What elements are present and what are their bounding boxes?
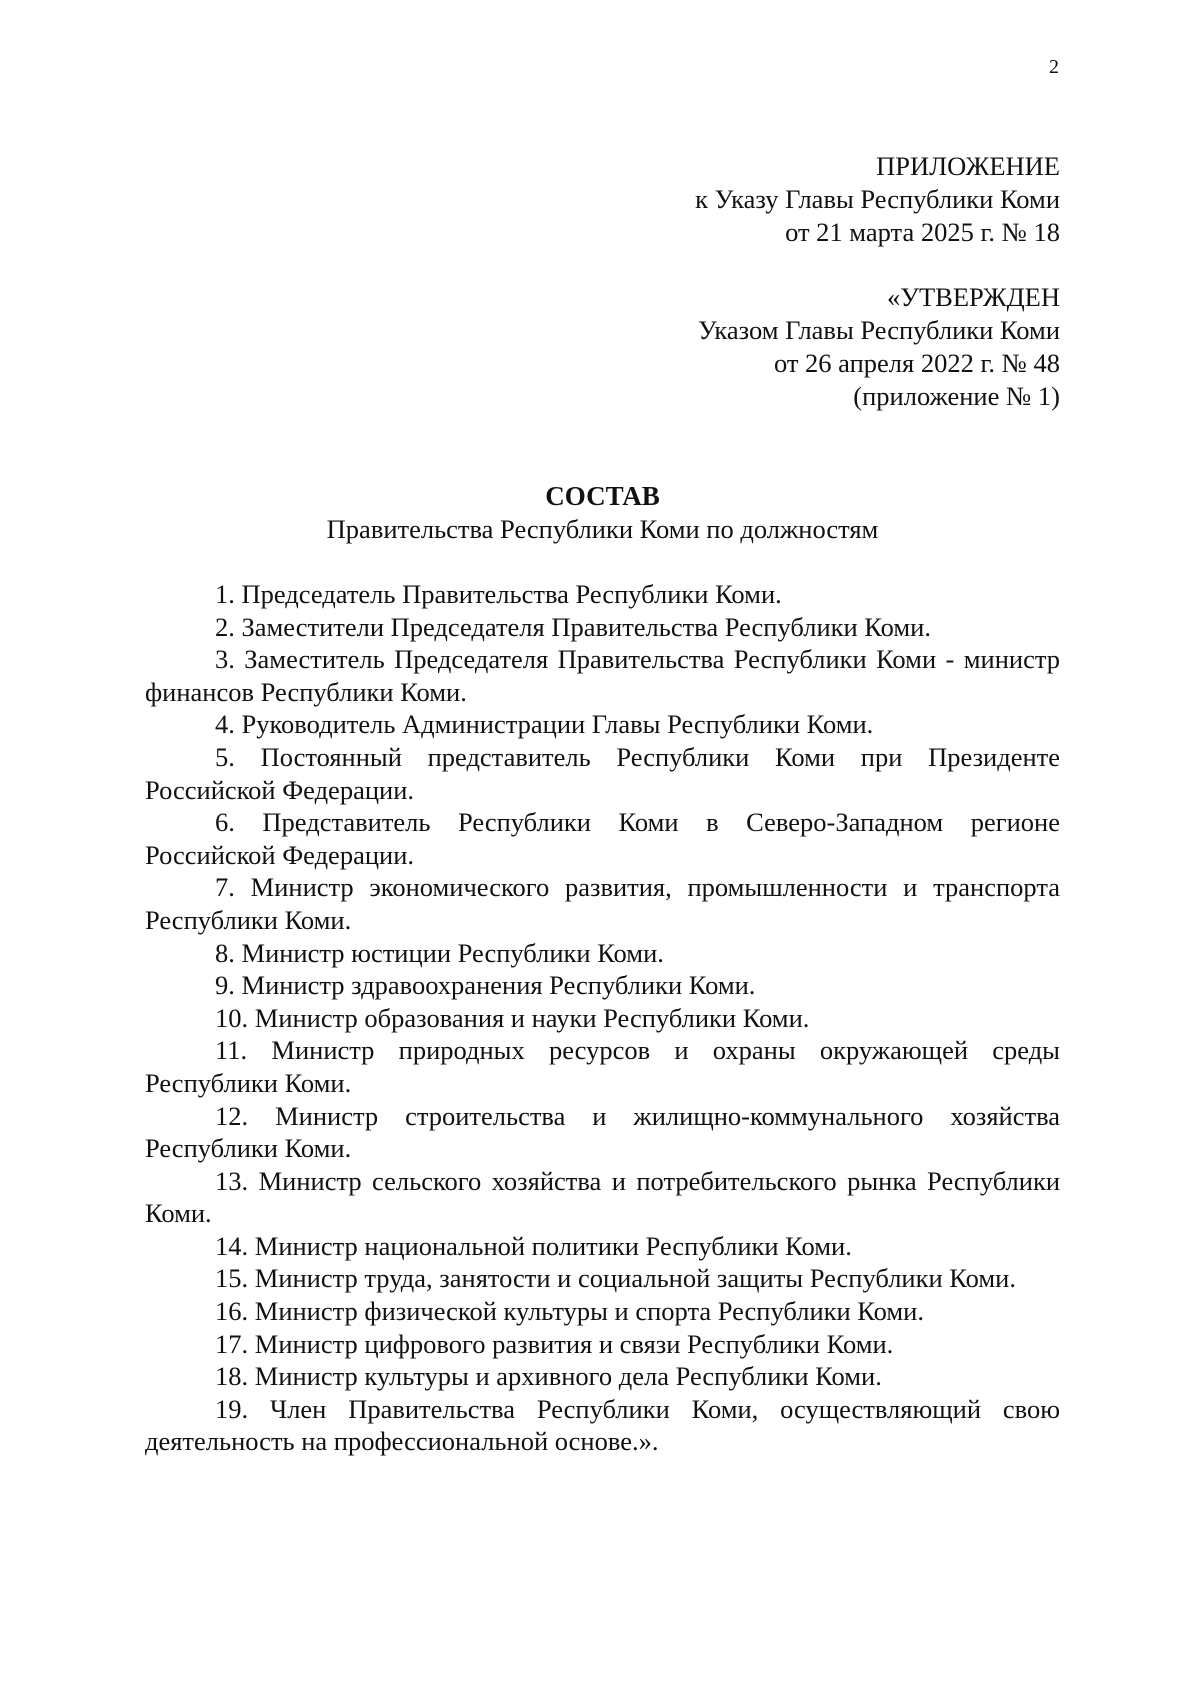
list-item: 1. Председатель Правительства Республики Коми. — [215, 579, 782, 609]
approval-line: «УТВЕРЖДЕН — [886, 282, 1060, 312]
annex-header — [695, 150, 1060, 249]
list-item: 17. Министр цифрового развития и связи Республики Коми. — [215, 1328, 894, 1359]
list-item: 9. Министр здравоохранения Республики Коми. — [215, 970, 756, 1001]
list-item: 13. Министр сельского хозяйства и потребительского рынка Республики Коми. — [145, 1165, 1060, 1229]
list-item: 7. Министр экономического развития, промышленности и транспорта Республики Коми. — [145, 872, 1060, 935]
list-item: 15. Министр труда, занятости и социальной защиты Республики Коми. — [215, 1263, 1016, 1294]
list-item: 11. Министр природных ресурсов и охраны окружающей среды Республики Коми. — [145, 1035, 1060, 1098]
approval-header — [698, 281, 1060, 413]
list-item: 12. Министр строительства и жилищно-коммунального хозяйства Республики Коми. — [145, 1100, 1060, 1164]
page-number: 2 — [1049, 56, 1059, 78]
annex-line: ПРИЛОЖЕНИЕ — [876, 151, 1060, 181]
list-item: 5. Постоянный представитель Республики Коми при Президенте Российской Федерации. — [145, 741, 1060, 805]
list-item: 2. Заместители Председателя Правительства Республики Коми. — [215, 611, 931, 642]
list-item: 8. Министр юстиции Республики Коми. — [215, 937, 664, 968]
approval-line: Указом Главы Республики Коми — [698, 315, 1060, 345]
list-item: 14. Министр национальной политики Республики Коми. — [215, 1230, 852, 1261]
document-subtitle: Правительства Республики Коми по должностям — [326, 514, 879, 544]
title-block — [145, 480, 1060, 546]
list-item: 10. Министр образования и науки Республики Коми. — [215, 1002, 810, 1033]
composition-list — [145, 578, 1060, 1458]
approval-line: от 26 апреля 2022 г. № 48 — [773, 348, 1060, 378]
list-item: 6. Представитель Республики Коми в Северо-Западном регионе Российской Федерации. — [145, 807, 1060, 870]
list-item: 19. Член Правительства Республики Коми, осуществляющий свою деятельность на профессиональной основе.». — [145, 1393, 1060, 1457]
list-item: 16. Министр физической культуры и спорта Республики Коми. — [215, 1296, 924, 1327]
approval-line: (приложение № 1) — [853, 381, 1060, 411]
list-item: 18. Министр культуры и архивного дела Республики Коми. — [215, 1361, 882, 1392]
document-title: СОСТАВ — [545, 481, 660, 511]
annex-line: к Указу Главы Республики Коми — [695, 184, 1060, 214]
list-item: 4. Руководитель Администрации Главы Республики Коми. — [215, 709, 874, 740]
annex-line: от 21 марта 2025 г. № 18 — [785, 217, 1060, 247]
list-item: 3. Заместитель Председателя Правительства Республики Коми - министр финансов Республики Коми. — [145, 644, 1060, 707]
